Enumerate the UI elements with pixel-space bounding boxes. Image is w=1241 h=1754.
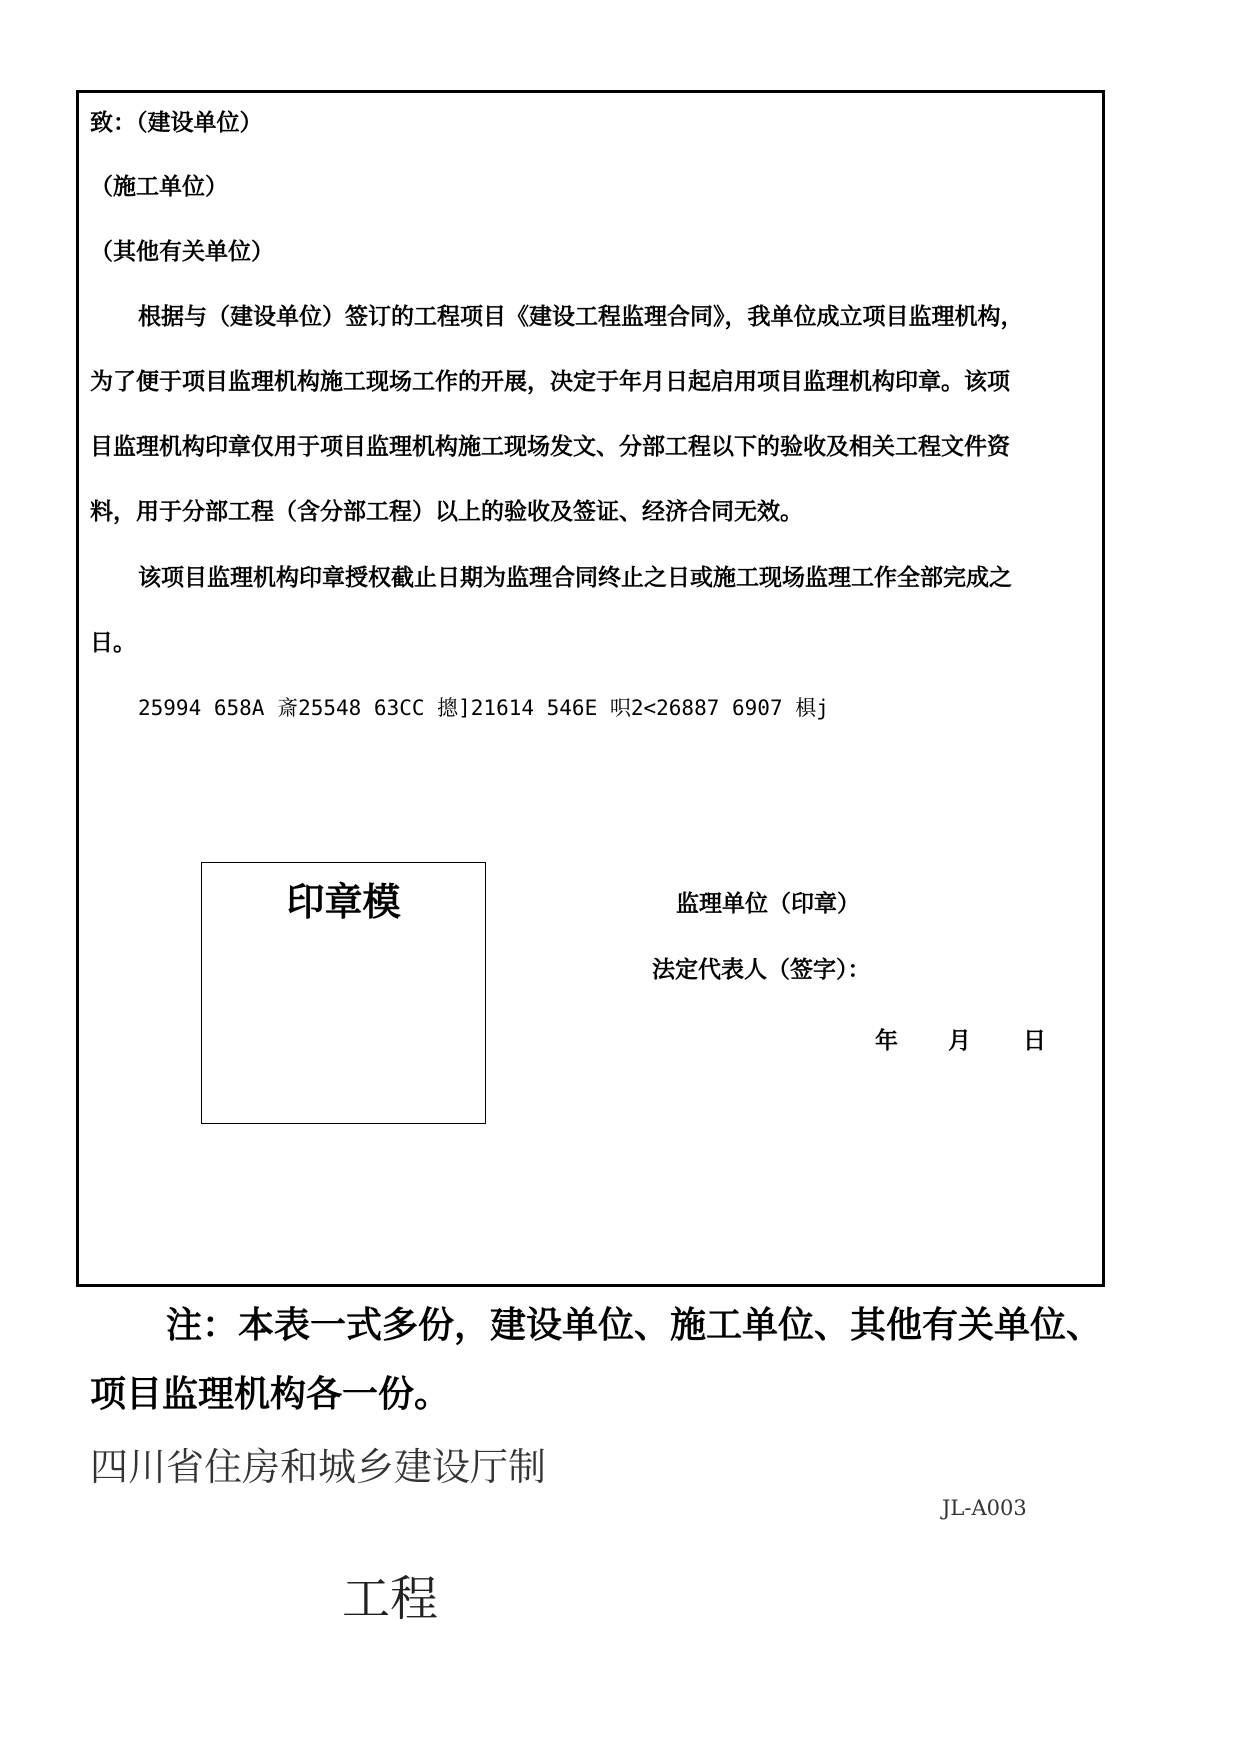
addressee-others: （其他有关单位） — [90, 238, 274, 265]
issuing-authority: 四川省住房和城乡建设厅制 — [90, 1445, 547, 1489]
note-line-2: 项目监理机构各一份。 — [90, 1374, 451, 1415]
paragraph-2-line-2: 日。 — [90, 629, 136, 656]
seal-sample-title: 印章模 — [286, 880, 401, 924]
paragraph-1-line-4: 料，用于分部工程（含分部工程）以上的验收及签证、经济合同无效。 — [90, 498, 803, 525]
date-day-label: 日 — [1023, 1027, 1046, 1054]
seal-sample-box — [201, 862, 486, 1124]
supervision-unit-seal-label: 监理单位（印章） — [676, 890, 860, 917]
paragraph-1-line-2: 为了便于项目监理机构施工现场工作的开展，决定于年月日起启用项目监理机构印章。该项 — [90, 368, 1010, 395]
addressee-construction-unit: 致：（建设单位） — [90, 109, 263, 136]
addressee-contractor: （施工单位） — [90, 173, 228, 200]
date-month-label: 月 — [948, 1027, 971, 1054]
date-year-label: 年 — [875, 1027, 898, 1054]
garbled-text-line: 25994 658A 斎25548 63CC 摠]21614 546E 呮2<26887 6907 椇j — [138, 696, 829, 720]
note-line-1: 注：本表一式多份，建设单位、施工单位、其他有关单位、 — [166, 1305, 1103, 1346]
paragraph-2-line-1: 该项目监理机构印章授权截止日期为监理合同终止之日或施工现场监理工作全部完成之 — [138, 564, 1012, 591]
form-code: JL-A003 — [942, 1496, 1027, 1520]
legal-representative-signature-label: 法定代表人（签字）： — [652, 956, 871, 983]
next-page-heading: 工程 — [342, 1571, 439, 1627]
paragraph-1-line-1: 根据与（建设单位）签订的工程项目《建设工程监理合同》，我单位成立项目监理机构， — [138, 303, 1024, 330]
paragraph-1-line-3: 目监理机构印章仅用于项目监理机构施工现场发文、分部工程以下的验收及相关工程文件资 — [90, 433, 1010, 460]
